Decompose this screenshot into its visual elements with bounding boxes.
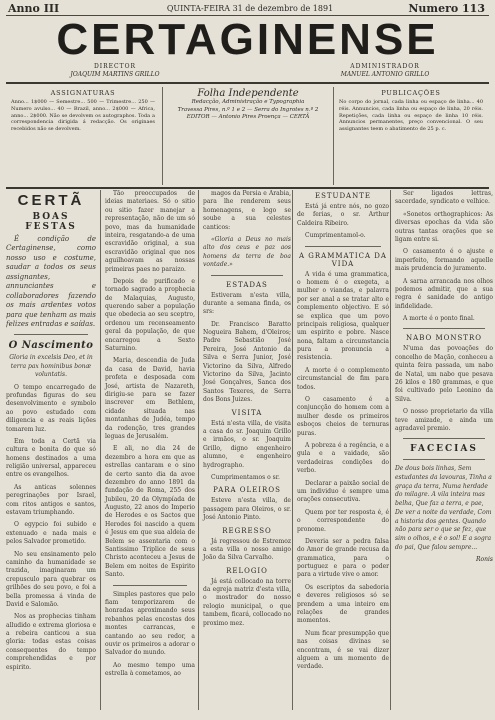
top-info-line (0, 0, 495, 14)
issue-number: Numero 113 (408, 2, 485, 15)
subscriptions-box (6, 87, 160, 185)
paragraph: Simples pastores que pelo fiam temporizarem de honradas aproximando seus rebanhos pelas encostas dos montes carrancas, e cantando ao seu redor, a ouvir os primeiros a adorar o Salvador do mundo. (105, 590, 195, 657)
boas-festas-title: BOAS FESTAS (25, 212, 77, 232)
column-2 (100, 190, 195, 710)
paragraph: N'uma das povoações do concelho de Mação, conheceu a quinta feira passada, um nabo de Natal, um nabo que pesava 26 kilos e 180 grammas, e que foi cultivado pelo Leonino da Silva. (395, 345, 493, 403)
admin-block (300, 63, 470, 79)
masthead-title: CERTAGINENSE (56, 15, 439, 64)
relogio-title: RELOGIO (226, 566, 268, 575)
divider (14, 334, 88, 335)
publications-text: No corpo do jornal, cada linha ou espaço de linha... 40 réis. Annuncios, cada linha ou espaço de linha, 20 réis. Repetições, cada linha ou espaço de linha 10 réis. Annuncios permanentes, preço convencional. O seu assignantes teem o abatimento de 25 p. c. (339, 99, 483, 132)
paragraph: Ao mesmo tempo uma estrella à cometamos, ao (105, 661, 195, 678)
paragraph: Declarar a paixão social de um individuo é sempre uma orações consecutiva. (297, 479, 389, 504)
divider (403, 328, 485, 329)
column-1 (6, 190, 96, 710)
paragraph: magos da Persia e Arabia, para lhe renderem seus homenagens, e logo se soube a sua celestes canticos: (203, 190, 291, 231)
paragraph: As anticas solennes peregrinações por Israel, com ritos antigos e santos, estavam triumphando. (6, 483, 96, 517)
folha-sub2: Travessa Pires, n.º 1 e 2 — Serra do Ingrotes n.º 2 (177, 106, 319, 113)
divider (211, 275, 283, 276)
masthead-rule (6, 82, 489, 84)
columns-rule (6, 187, 489, 189)
director-name: JOAQUIM MARTINS GRILLO (70, 70, 160, 78)
issue-date: QUINTA-FEIRA 31 de dezembro de 1891 (166, 4, 334, 13)
column-4 (292, 190, 389, 710)
paragraph: O nosso proprietario da villa teve amizade, e ainda um agradavel premio. (395, 408, 493, 432)
paragraph: Depois de purificado e tornado sagrado a prophecia de Malaquias, Augusto, querendo saber a população que obedecia ao seu sceptro, ordenou um recenseamento geral da população, de que encarregou a Sexto Saturnino. (105, 277, 195, 353)
year-label: Anno III (8, 2, 60, 15)
signature: Ronis (476, 556, 493, 564)
director-role: DIRECTOR (93, 63, 137, 70)
paragraph: Cumprimentamos o sr. (211, 473, 280, 481)
divider (305, 246, 381, 247)
divider (403, 459, 485, 460)
publications-title: PUBLICAÇÕES (381, 89, 441, 97)
paragraph: Num ficar presumpção que nas coisas divinas se encontram, é se vai dizer alguem a um momento de verdade. (297, 629, 389, 671)
grammatica-title: A GRAMMATICA DA VIDA (299, 251, 387, 268)
paragraph: Está já entre nós, no gozo de ferias, o sr. Arthur Caldeira Ribeiro. (297, 203, 389, 227)
paragraph: Quem por ter resposta é, é o correspondente do pronome. (297, 508, 389, 533)
column-5 (390, 190, 493, 710)
paragraph: Maria, descendia de Juda da casa de David, havia profeta e desposada com José, artista de Nazareth, dirigiu-se para se fazer inscrever em Bethlem, cidade situada nas montanhas de Judéa, tempo da rodenção, tres grandes leguas de Jerusalém. (105, 357, 195, 440)
subscriptions-title: ASSIGNATURAS (50, 89, 116, 97)
subscriptions-text: Anno... 1$000 — Semestre... 500 — Trimestre... 250 — Numero avulso... 40 — Brazil, anno... 2$000 — Africa, anno... 2$000. Não se devolvem os autographos. Toda a correspondencia dirigida á redacção. Os originaes recebidos não se devolvem. (11, 99, 155, 132)
admin-name: MANUEL ANTONIO GRILLO (340, 70, 430, 78)
paragraph: No seu ensinamento pelo caminho da humanidade se trazida, imaginaram um crepusculo para quebrar os grilhões do seu povo, e foi a bella promessa á vinda de David e Salomão. (6, 550, 96, 608)
nascimento-epigraph: Gloria in excelsis Deo, et in terra pax hominibus bonæ voluntatis. (9, 354, 93, 379)
paragraph: «Gloria a Deus no mais alto dos ceus e paz aos homens da terra de boa vontade.» (203, 235, 291, 269)
paragraph: A vida é uma grammatica, o homem é o exegeta, a mulher o viandas, e palavra por ser anal a se tratar alto e complemento objectivo. E só se explica que um povo principais religiosa, qualquer um espirito e pobre. Nasce nona, faltam a circumstancia pura a pronuncia a resistencia. (297, 270, 389, 362)
paragraph: A sarna arrancada nos olhos podemos admitir, que a sua regra é sanidade do antigo infidelidade. (395, 277, 493, 310)
divider (113, 585, 187, 586)
paragraph: A morte é o complemento circumstancial de fim para todos. (297, 366, 389, 391)
paragraph: A morte é o ponto final. (403, 315, 475, 323)
facecias-verse: De dous bois linhas, Sem estudantes da lavouras, Tinha a graça da terra, Numa herdade do milagre. A vila inteira mas belha, Que faz a terra, e pae, De ver a noite da verdade, Com a historia dos gentes. Quando não para ser o que se fez, que sim o olhos, e é o sol! E a sogra do pai, Que falou sempre... (395, 465, 492, 551)
divider (403, 438, 485, 439)
visita-title: VISITA (231, 408, 263, 417)
facecias-title: FACECIAS (410, 444, 478, 455)
paragraph: Cumprimentamol-o. (305, 232, 366, 240)
folha-sub3: EDITOR — Antonio Pires Proença — CERTÃ (186, 114, 310, 121)
paragraph: O casamento é a conjuncção do homem com a mulher desde os primeiros esboços cheios de ternuras puras. (297, 396, 389, 437)
paragraph: Em toda a Certã via cultura e bonita do que só homens destinados a uma religião universal, appareceu entre os evangelhos. (6, 437, 96, 479)
paragraph: A pobreza é a regência, e a gula e a vaidade, são verdadeiras condições do verbo. (297, 441, 389, 475)
paragraph: Estiveram n'esta villa, durante a semana finda, os srs: (203, 291, 291, 316)
folha-sub1: Redacção, Administração e Typographia (191, 99, 305, 105)
paragraph: Os escriptos da sabedoria e deveres religiosos só se prendem a uma inteiro em relações de grandes momentos. (297, 583, 389, 625)
paragraph: Esteve n'esta villa, de passagem para Oleiros, o sr. José Antonio Pinto. (203, 497, 291, 522)
masthead-center-box (162, 87, 334, 185)
estadas-title: ESTADAS (226, 280, 268, 289)
admin-role: ADMINISTRADOR (350, 63, 420, 70)
paragraph: Já está collocado na torre da egreja matriz d'esta villa, o mostrador do nosso relogio municipal, o que tambem, ficará, collocado no proximo mez. (203, 577, 291, 627)
para-oleiros-title: PARA OLEIROS (213, 486, 281, 495)
paragraph: O tempo encarregado de profundas figuras do seu desenvolvimento e symbolo ao povo estudado com diligencia e as reais lições tomarem luz. (6, 383, 96, 433)
nascimento-title: O Nascimento (8, 340, 94, 352)
paragraph: Está n'esta villa, de visita a casa do sr. Joaquim Grillo e irmãos, o sr. Joaquim Grillo, digno engenheiro alumno, e engenheiro hydrographo. (203, 419, 291, 469)
paragraph: «Sonetos orthographicos: As diversas epochas da vida são outras tantas orações que se ligam entre si. (395, 210, 493, 243)
nabo-monstro-title: NABO MONSTRO (406, 334, 482, 343)
boas-festas-text: É condição de Certaginense, como nosso uso e costume, saudar a todos os seus assignantes, annunciantes e collaboradores fazendo os mais ardentes votos para que tenham as mais felizes entradas e saídas. (6, 235, 96, 328)
estudante-title: ESTUDANTE (314, 192, 372, 200)
paragraph: Dr. Francisco Baratto Nogueira Bahem, d'Oleiros; Padre Sebastião José Pereira, José Antonio da Silva e Serra Junior, José Victorino da Silva, Alfredo Victorino da Silva, Jacinto José Gonçalves, Sanca dos Santos Texeres, de Serra dos Bons Juizes. (203, 320, 291, 404)
paragraph: Nos as prophecias tinham alludido e extrema gloriosa e a rebeira canticou a sua gloria: todas estas coisas consequentes do tempo comprehendidas e por espirito. (6, 613, 96, 671)
paragraph: E ali, no dia 24 de dezembro a hora em que as estrellas cantaram e o sino de certo santo dia da avoe dezembro do anno 1891 da fundação de Roma, 255 dos Jubileu, 20 da Olympíada de Augusto, 22 anos do Imperio de Herodes e os Sactos que Herodes foi nascido a quem é Jesus em que sua aldeia de Belem se assentaria com o Santissimo Triplice de seus Christo aconteceu a Jesus de Belem em noites de Espirito Santo. (105, 445, 195, 579)
certa-section-title: CERTÃ (17, 192, 85, 209)
director-block (40, 63, 190, 79)
paragraph: O egypcio foi subido e extenuado e nada mais e pelos Salvador prometido. (6, 521, 96, 546)
paragraph: Tão preoccupados de ideias materiaes. Só o sitio ou sitio fazer manejar a representação, não de um só povo, mas da humanidade inteira, resgatando-a de uma escravidão original, a sua escravidão original que nos aguilhoavam as nossas primeiras paes no paraizo. (105, 190, 195, 273)
paragraph: Deveria ser a pedra falsa do Amor de grande recusa da grammatica, para o portuguez e para o poder para a virtude vive o amor. (297, 537, 389, 579)
regresso-title: REGRESSO (222, 526, 272, 535)
paragraph: Ser ligados lettras, sacerdade, syndicato e velhice. (395, 190, 493, 206)
paragraph: O casamento é o ajuste e imperfeito, formando aquelle mais prudencia do juramento. (395, 248, 493, 273)
publications-box (334, 87, 488, 185)
folha-title: Folha Independente (197, 88, 299, 99)
paragraph: Já regressou de Estremoz a esta villa o nosso amigo João da Silva Carvalho. (203, 537, 291, 562)
column-3 (198, 190, 291, 710)
